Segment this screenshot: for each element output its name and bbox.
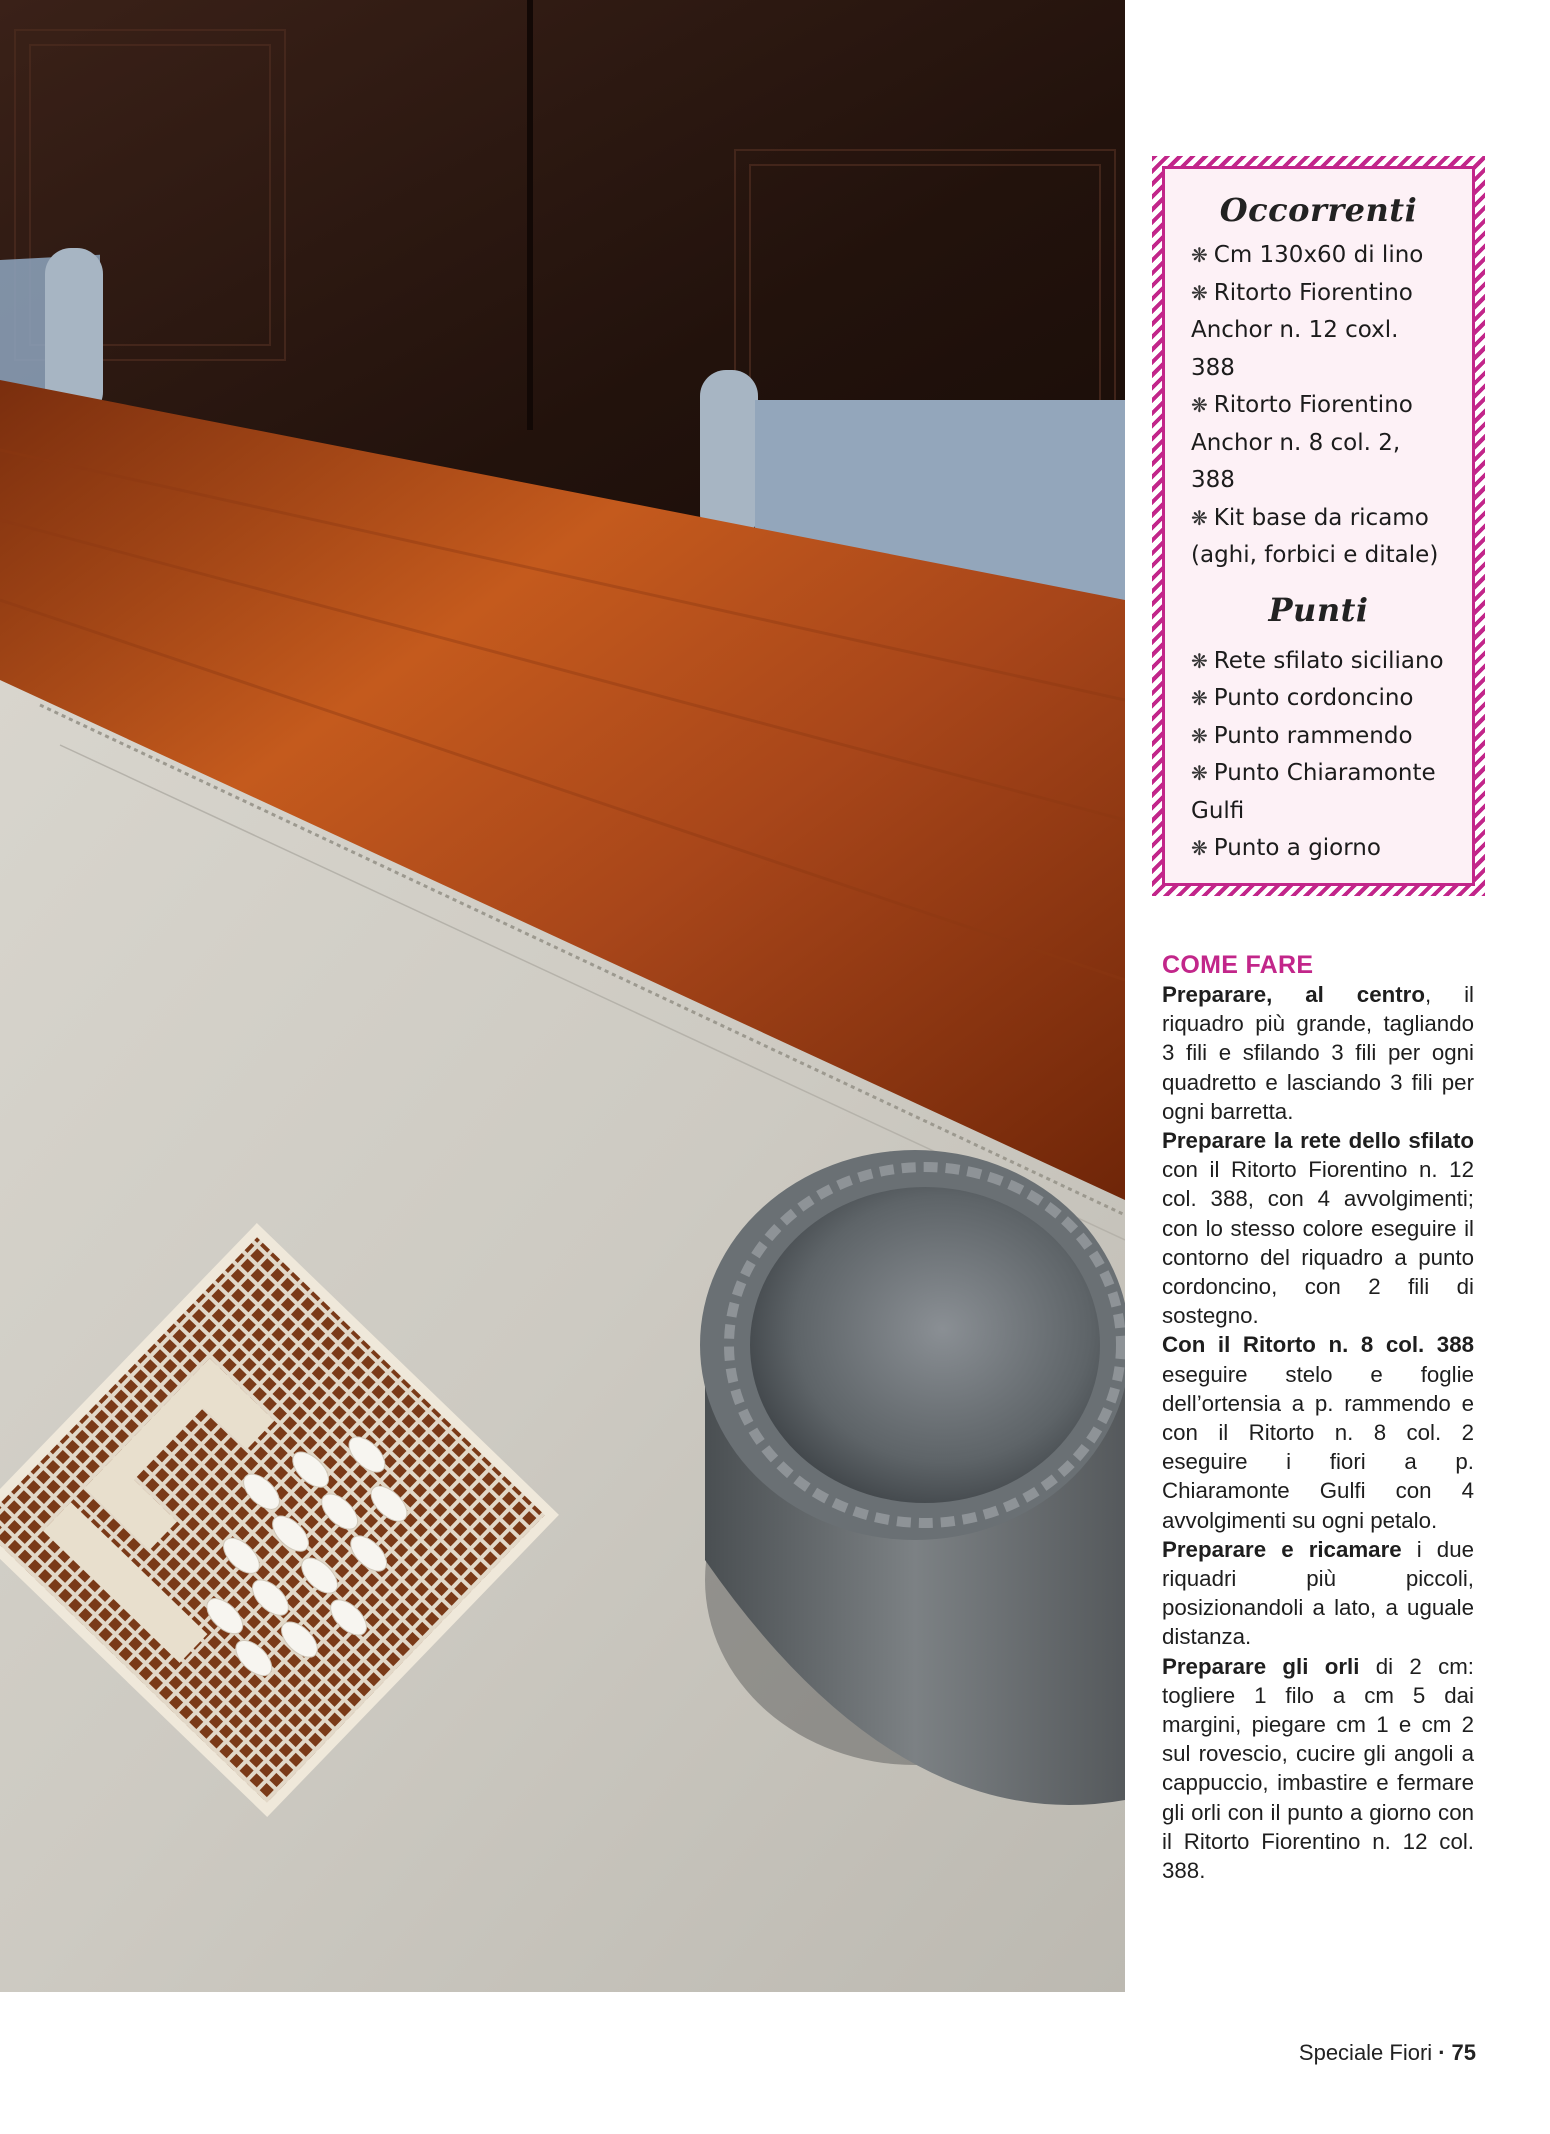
stitch-item: ❋ Rete sfilato siciliano — [1191, 647, 1444, 674]
instruction-paragraph: Preparare e ricamare i due riquadri più piccoli, posizionandoli a lato, a uguale distanza. — [1162, 1536, 1474, 1650]
magazine-name: Speciale Fiori — [1298, 2040, 1433, 2065]
flower-bullet-icon: ❋ — [1191, 280, 1208, 305]
separator-dot: · — [1438, 2040, 1446, 2065]
stitches-list — [1191, 643, 1446, 868]
stitch-item: ❋ Punto cordoncino — [1191, 685, 1414, 711]
instruction-paragraph: Preparare la rete dello sfilato con il Ritorto Fiorentino n. 12 col. 388, con 4 avvolgimenti; con lo stesso colore eseguire il contorno del riquadro a punto cordoncino, con 2 fili di sostegno. — [1162, 1128, 1474, 1329]
instructions-section — [1162, 950, 1474, 1885]
page-footer — [1299, 2040, 1476, 2066]
flower-bullet-icon: ❋ — [1191, 505, 1208, 530]
supply-item: ❋ Ritorto Fiorentino Anchor n. 8 col. 2, 388 — [1191, 392, 1413, 493]
supply-item: ❋ Cm 130x60 di lino — [1191, 242, 1424, 268]
supplies-list — [1191, 237, 1446, 575]
instruction-paragraph: Con il Ritorto n. 8 col. 388 eseguire stelo e foglie dell’ortensia a p. rammendo e con il Ritorto n. 8 col. 2 eseguire i fiori a p. Chiaramonte Gulfi con 4 avvolgimenti su ogni petalo. — [1162, 1332, 1474, 1533]
instruction-paragraph: Preparare, al centro, il riquadro più grande, tagliando 3 fili e sfilando 3 fili per ogni quadretto e lasciando 3 fili per ogni barretta. — [1162, 982, 1474, 1124]
page-number: 75 — [1451, 2040, 1476, 2065]
supply-item: ❋ Ritorto Fiorentino Anchor n. 12 coxl. 388 — [1191, 279, 1413, 381]
supplies-box — [1152, 156, 1485, 896]
stitch-item: ❋ Punto Chiaramonte Gulfi — [1191, 760, 1436, 824]
flower-bullet-icon: ❋ — [1191, 243, 1208, 267]
stitch-item: ❋ Punto a giorno — [1191, 835, 1381, 861]
flower-bullet-icon: ❋ — [1191, 836, 1208, 860]
section-title: COME FARE — [1162, 951, 1314, 979]
supplies-heading: Occorrenti — [1219, 191, 1418, 229]
supplies-box-inner — [1162, 166, 1475, 886]
flower-bullet-icon: ❋ — [1191, 648, 1208, 673]
flower-bullet-icon: ❋ — [1191, 761, 1208, 785]
flower-bullet-icon: ❋ — [1191, 723, 1208, 748]
stitches-heading: Punti — [1268, 590, 1369, 629]
flower-bullet-icon: ❋ — [1191, 393, 1208, 417]
supply-item: ❋ Kit base da ricamo (aghi, forbici e ditale) — [1191, 504, 1439, 568]
stitch-item: ❋ Punto rammendo — [1191, 722, 1413, 749]
instruction-paragraph: Preparare gli orli di 2 cm: togliere 1 filo a cm 5 dai margini, piegare cm 1 e cm 2 sul rovescio, cucire gli angoli a cappuccio, imbastire e fermare gli orli con il punto a giorno con il Ritorto Fiorentino n. 12 col. 388. — [1162, 1653, 1474, 1884]
flower-bullet-icon: ❋ — [1191, 686, 1208, 710]
